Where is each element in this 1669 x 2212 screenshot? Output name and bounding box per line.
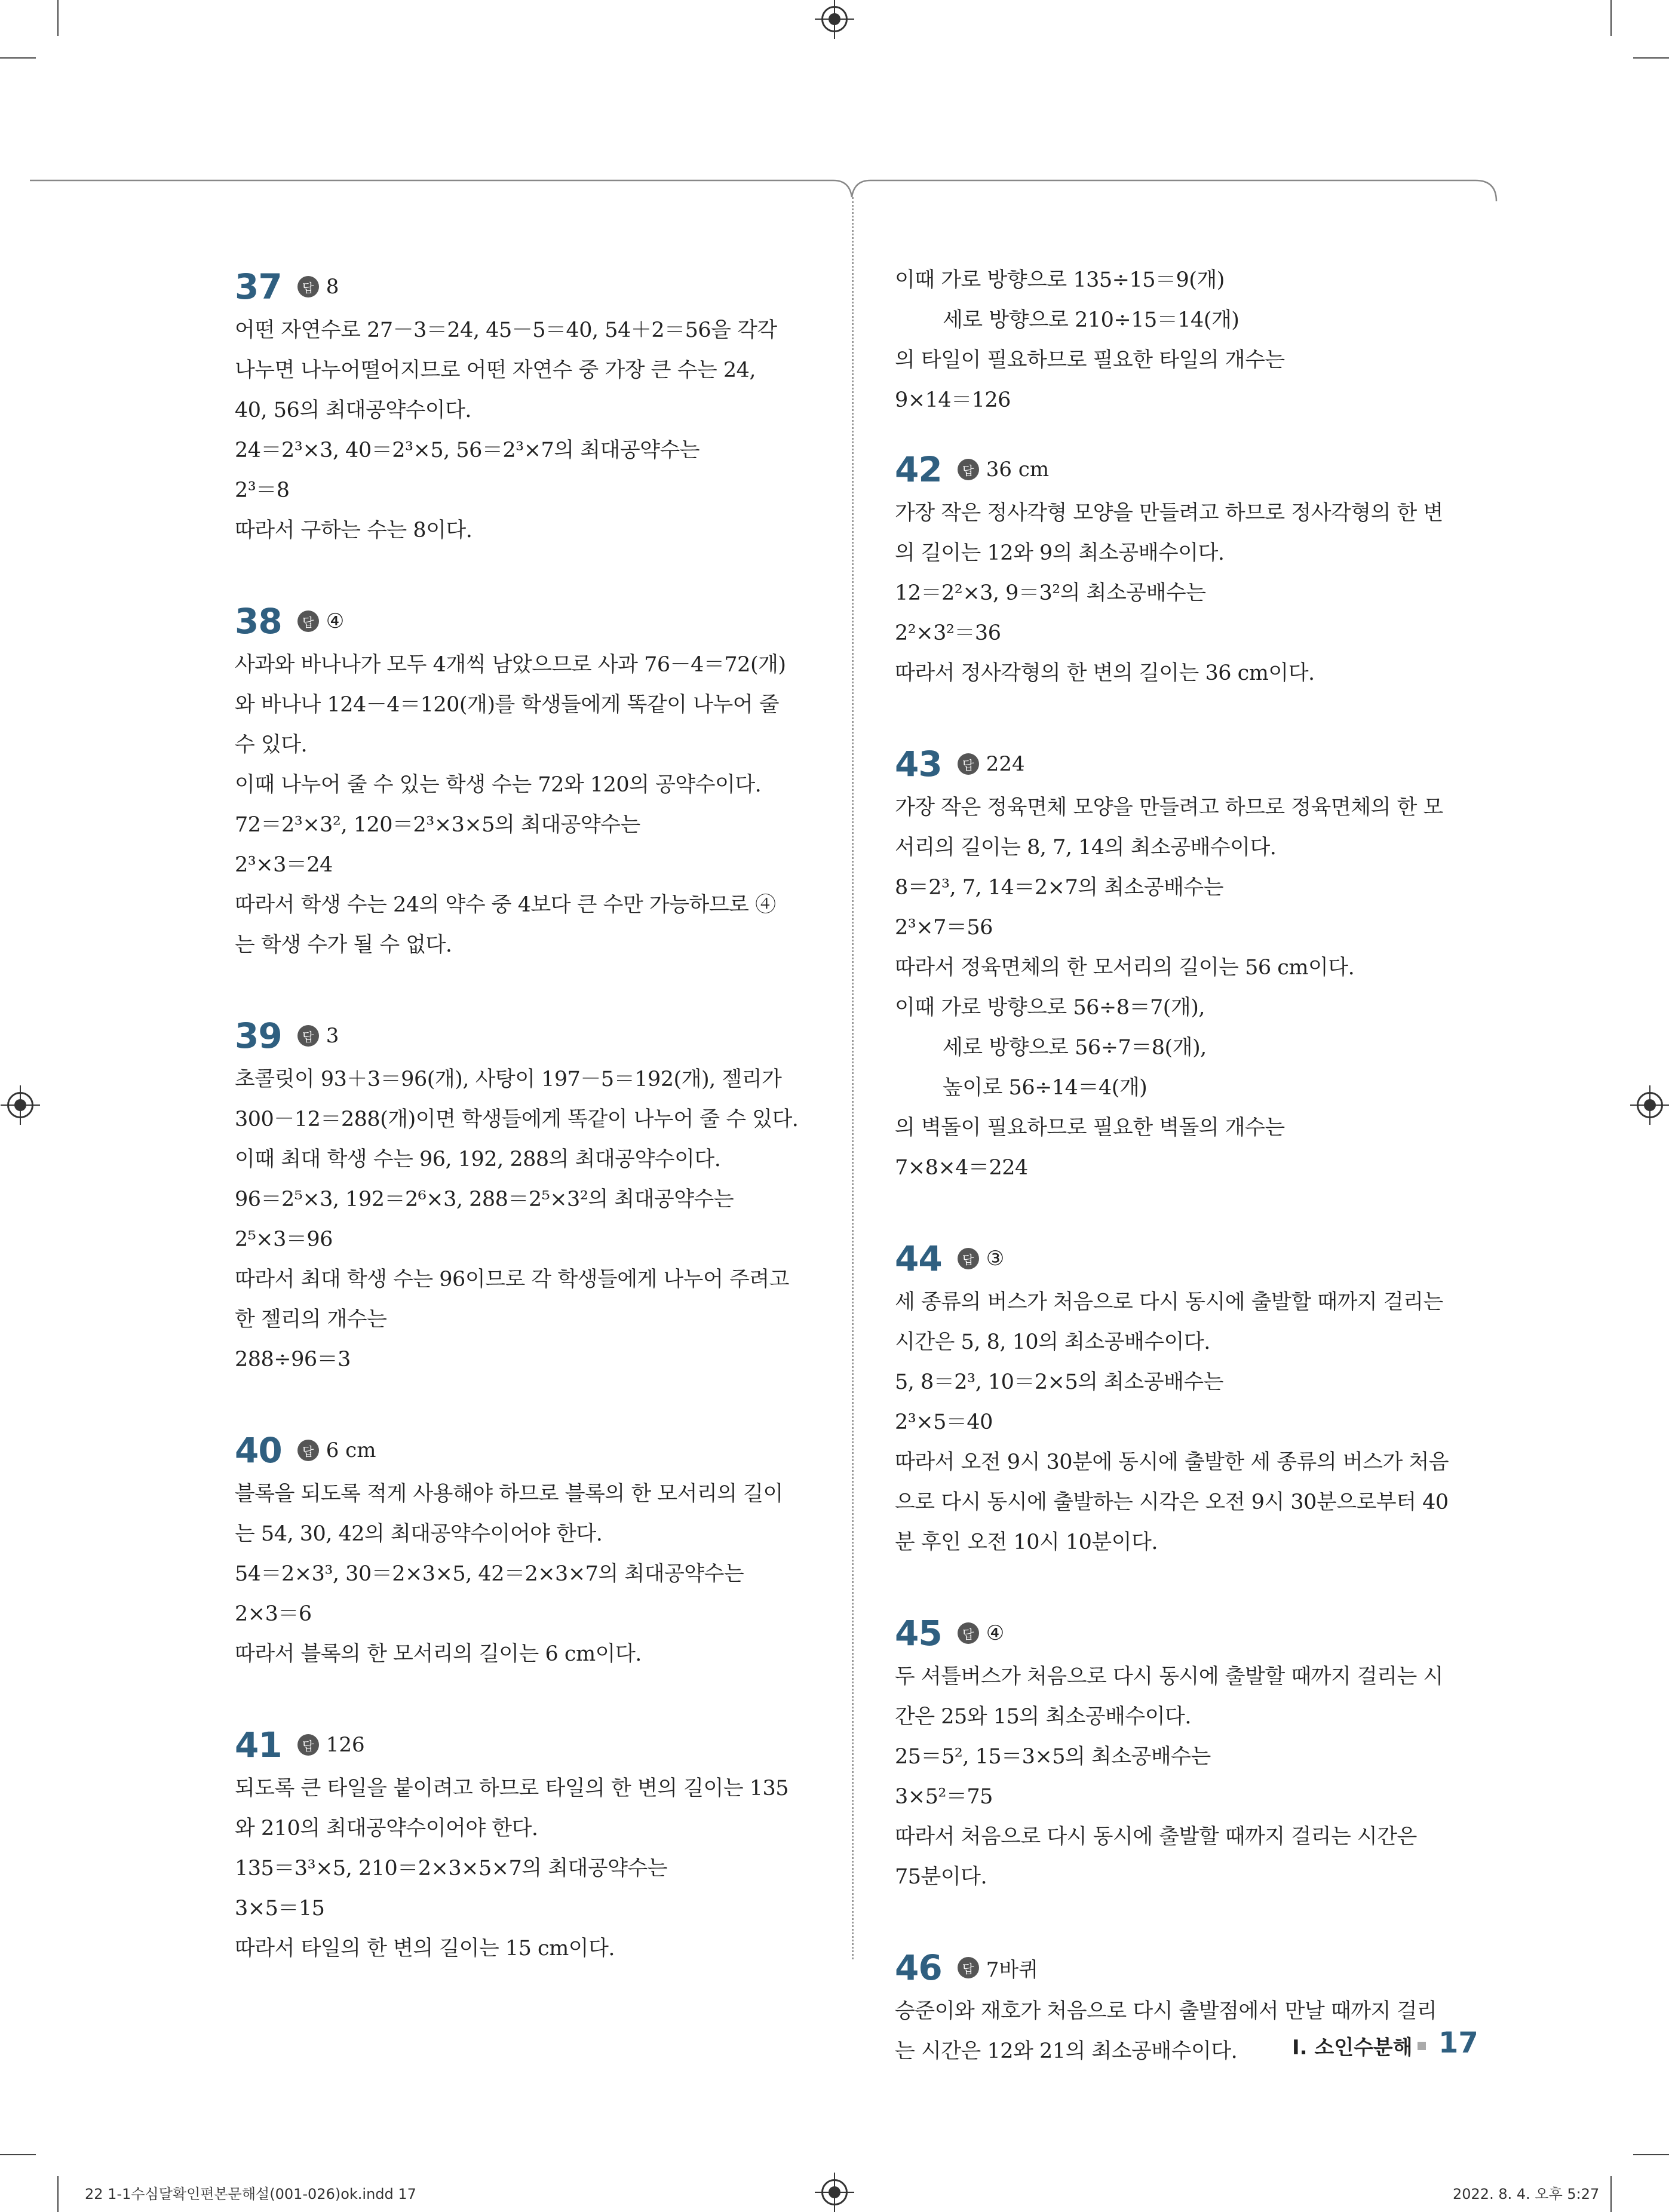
problem-header <box>235 1426 808 1474</box>
answer-value: 7바퀴 <box>986 1958 1039 1982</box>
solution-line: 24＝2³×3, 40＝2³×5, 56＝2³×7의 최대공약수는 <box>235 438 700 462</box>
answer-badge-icon: 답 <box>958 753 979 775</box>
answer-badge-icon: 답 <box>297 1440 319 1461</box>
problem-number: 38 <box>235 601 282 642</box>
solution-line: 나누면 나누어떨어지므로 어떤 자연수 중 가장 큰 수는 24, <box>235 358 756 382</box>
solution-line: 되도록 큰 타일을 붙이려고 하므로 타일의 한 변의 길이는 135 <box>235 1777 789 1800</box>
answer-badge-icon: 답 <box>297 1734 319 1756</box>
solution-line: 사과와 바나나가 모두 4개씩 남았으므로 사과 76－4＝72(개) <box>235 653 786 677</box>
problem-44 <box>895 1235 1468 1563</box>
problem-header <box>235 1012 808 1060</box>
problem-number: 43 <box>895 744 942 784</box>
problem-header <box>895 740 1468 788</box>
solution-line: 가장 작은 정사각형 모양을 만들려고 하므로 정사각형의 한 변 <box>895 501 1443 525</box>
answer-badge-icon: 답 <box>958 1248 979 1269</box>
solution-line: 와 바나나 124－4＝120(개)를 학생들에게 똑같이 나누어 줄 <box>235 693 780 717</box>
solution-line: 96＝2⁵×3, 192＝2⁶×3, 288＝2⁵×3²의 최대공약수는 <box>235 1188 734 1211</box>
solution-line: 2³×5＝40 <box>895 1410 993 1434</box>
solution-line: 따라서 처음으로 다시 동시에 출발할 때까지 걸리는 시간은 <box>895 1825 1417 1849</box>
problem-number: 39 <box>235 1016 282 1056</box>
left-column <box>235 263 808 2015</box>
answer-badge-icon: 답 <box>958 1622 979 1644</box>
solution-line: 9×14＝126 <box>895 388 1011 412</box>
solution-line: 의 타일이 필요하므로 필요한 타일의 개수는 <box>895 348 1285 372</box>
problem-38 <box>235 597 808 965</box>
solution-line: 72＝2³×3², 120＝2³×3×5의 최대공약수는 <box>235 813 640 837</box>
problem-header <box>235 1721 808 1769</box>
solution-line: 5, 8＝2³, 10＝2×5의 최소공배수는 <box>895 1370 1224 1394</box>
solution-line: 수 있다. <box>235 733 308 757</box>
answer-badge-icon: 답 <box>958 459 979 480</box>
answer-value: ④ <box>986 1621 1005 1645</box>
solution-line: 가장 작은 정육면체 모양을 만들려고 하므로 정육면체의 한 모 <box>895 796 1443 820</box>
problem-number: 40 <box>235 1430 282 1471</box>
solution-line: 시간은 5, 8, 10의 최소공배수이다. <box>895 1330 1210 1354</box>
solution-line: 75분이다. <box>895 1865 987 1889</box>
solution-line: 분 후인 오전 10시 10분이다. <box>895 1530 1158 1554</box>
solution-line: 두 셔틀버스가 처음으로 다시 동시에 출발할 때까지 걸리는 시 <box>895 1665 1443 1689</box>
section-title: I. 소인수분해 <box>1292 2036 1413 2060</box>
crop-mark <box>1610 2176 1612 2212</box>
problem-header <box>235 597 808 645</box>
answer-value: ③ <box>986 1247 1005 1271</box>
solution-line: 따라서 오전 9시 30분에 동시에 출발한 세 종류의 버스가 처음 <box>895 1450 1449 1474</box>
solution-line: 288÷96＝3 <box>235 1348 351 1372</box>
solution-line: 54＝2×3³, 30＝2×3×5, 42＝2×3×7의 최대공약수는 <box>235 1562 744 1586</box>
solution-line: 는 학생 수가 될 수 없다. <box>235 933 452 957</box>
solution-line: 블록을 되도록 적게 사용해야 하므로 블록의 한 모서리의 길이 <box>235 1482 783 1506</box>
solution-line: 따라서 타일의 한 변의 길이는 15 cm이다. <box>235 1937 615 1961</box>
registration-mark-icon <box>7 1092 33 1118</box>
problem-number: 44 <box>895 1238 942 1279</box>
solution-line: 승준이와 재호가 처음으로 다시 출발점에서 만날 때까지 걸리 <box>895 1999 1437 2023</box>
solution-line: 으로 다시 동시에 출발하는 시각은 오전 9시 30분으로부터 40 <box>895 1490 1449 1514</box>
solution-line: 3×5²＝75 <box>895 1785 993 1809</box>
solution-line: 와 210의 최대공약수이어야 한다. <box>235 1817 538 1840</box>
solution-line: 12＝2²×3, 9＝3²의 최소공배수는 <box>895 581 1206 605</box>
solution-line: 높이로 56÷14＝4(개) <box>943 1076 1148 1100</box>
problem-header <box>895 1609 1468 1657</box>
crop-mark <box>1633 2154 1669 2155</box>
solution-line: 따라서 최대 학생 수는 96이므로 각 학생들에게 나누어 주려고 <box>235 1268 789 1291</box>
problem-header <box>895 446 1468 493</box>
solution-line: 7×8×4＝224 <box>895 1156 1028 1180</box>
solution-line: 따라서 블록의 한 모서리의 길이는 6 cm이다. <box>235 1642 642 1666</box>
solution-line: 따라서 구하는 수는 8이다. <box>235 519 473 542</box>
right-column <box>895 260 1468 2118</box>
page-number: 17 <box>1438 2026 1478 2060</box>
problem-number: 37 <box>235 266 282 307</box>
continuation-block <box>895 260 1468 421</box>
solution-line: 25＝5², 15＝3×5의 최소공배수는 <box>895 1745 1211 1769</box>
problem-37 <box>235 263 808 551</box>
solution-line: 8＝2³, 7, 14＝2×7의 최소공배수는 <box>895 876 1224 900</box>
problem-header <box>235 263 808 311</box>
solution-line: 는 시간은 12와 21의 최소공배수이다. <box>895 2039 1238 2063</box>
footer-separator <box>1418 2042 1426 2050</box>
solution-line: 2×3＝6 <box>235 1602 312 1626</box>
registration-mark-icon <box>1637 1092 1663 1118</box>
solution-line: 세로 방향으로 56÷7＝8(개), <box>943 1036 1207 1060</box>
solution-line: 40, 56의 최대공약수이다. <box>235 398 472 422</box>
answer-value: 3 <box>326 1024 339 1048</box>
answer-badge-icon: 답 <box>297 1025 319 1047</box>
crop-mark <box>57 2176 59 2212</box>
solution-line: 따라서 학생 수는 24의 약수 중 4보다 큰 수만 가능하므로 ④ <box>235 893 776 917</box>
solution-line: 어떤 자연수로 27－3＝24, 45－5＝40, 54＋2＝56을 각각 <box>235 318 777 342</box>
solution-line: 300－12＝288(개)이면 학생들에게 똑같이 나누어 줄 수 있다. <box>235 1107 799 1131</box>
solution-line: 간은 25와 15의 최소공배수이다. <box>895 1705 1191 1729</box>
solution-line: 이때 나누어 줄 수 있는 학생 수는 72와 120의 공약수이다. <box>235 773 762 797</box>
problem-number: 41 <box>235 1725 282 1765</box>
solution-line: 3×5＝15 <box>235 1897 325 1920</box>
solution-line: 2³×3＝24 <box>235 853 333 877</box>
solution-line: 2⁵×3＝96 <box>235 1228 333 1251</box>
problem-header <box>895 1235 1468 1283</box>
solution-line: 이때 최대 학생 수는 96, 192, 288의 최대공약수이다. <box>235 1148 721 1171</box>
answer-value: 224 <box>986 752 1025 776</box>
problem-40 <box>235 1426 808 1674</box>
solution-line: 이때 가로 방향으로 135÷15＝9(개) <box>895 268 1225 292</box>
slug-filename: 22 1-1수심달확인편본문해설(001-026)ok.indd 17 <box>85 2186 416 2202</box>
problem-41 <box>235 1721 808 1969</box>
problem-number: 46 <box>895 1947 942 1988</box>
answer-badge-icon: 답 <box>297 610 319 632</box>
solution-line: 의 벽돌이 필요하므로 필요한 벽돌의 개수는 <box>895 1116 1285 1140</box>
answer-value: 8 <box>326 275 339 299</box>
header-frame <box>0 0 1669 251</box>
crop-mark <box>0 2154 36 2155</box>
solution-line: 세로 방향으로 210÷15＝14(개) <box>943 308 1240 332</box>
answer-value: ④ <box>326 609 345 633</box>
problem-header <box>895 1944 1468 1992</box>
solution-line: 135＝3³×5, 210＝2×3×5×7의 최대공약수는 <box>235 1857 668 1880</box>
column-divider <box>852 197 854 1959</box>
answer-badge-icon: 답 <box>297 276 319 297</box>
solution-line: 초콜릿이 93＋3＝96(개), 사탕이 197－5＝192(개), 젤리가 <box>235 1067 782 1091</box>
solution-line: 2³×7＝56 <box>895 916 993 940</box>
slug-date: 2022. 8. 4. 오후 5:27 <box>1453 2186 1600 2202</box>
problem-43 <box>895 740 1468 1188</box>
problem-39 <box>235 1012 808 1380</box>
solution-line: 한 젤리의 개수는 <box>235 1308 387 1332</box>
answer-value: 6 cm <box>326 1438 376 1462</box>
solution-line: 이때 가로 방향으로 56÷8＝7(개), <box>895 996 1205 1020</box>
problem-42 <box>895 446 1468 694</box>
problem-number: 45 <box>895 1613 942 1653</box>
problem-number: 42 <box>895 449 942 490</box>
registration-mark-icon <box>821 2179 848 2205</box>
solution-line: 따라서 정육면체의 한 모서리의 길이는 56 cm이다. <box>895 956 1355 980</box>
answer-value: 36 cm <box>986 458 1050 481</box>
solution-line: 세 종류의 버스가 처음으로 다시 동시에 출발할 때까지 걸리는 <box>895 1290 1443 1314</box>
answer-badge-icon: 답 <box>958 1957 979 1978</box>
solution-line: 2²×3²＝36 <box>895 621 1001 645</box>
solution-line: 2³＝8 <box>235 478 290 502</box>
solution-line: 의 길이는 12와 9의 최소공배수이다. <box>895 541 1225 565</box>
solution-line: 는 54, 30, 42의 최대공약수이어야 한다. <box>235 1522 603 1546</box>
solution-line: 서리의 길이는 8, 7, 14의 최소공배수이다. <box>895 836 1277 860</box>
answer-value: 126 <box>326 1733 365 1757</box>
problem-45 <box>895 1609 1468 1897</box>
solution-line: 따라서 정사각형의 한 변의 길이는 36 cm이다. <box>895 661 1315 685</box>
